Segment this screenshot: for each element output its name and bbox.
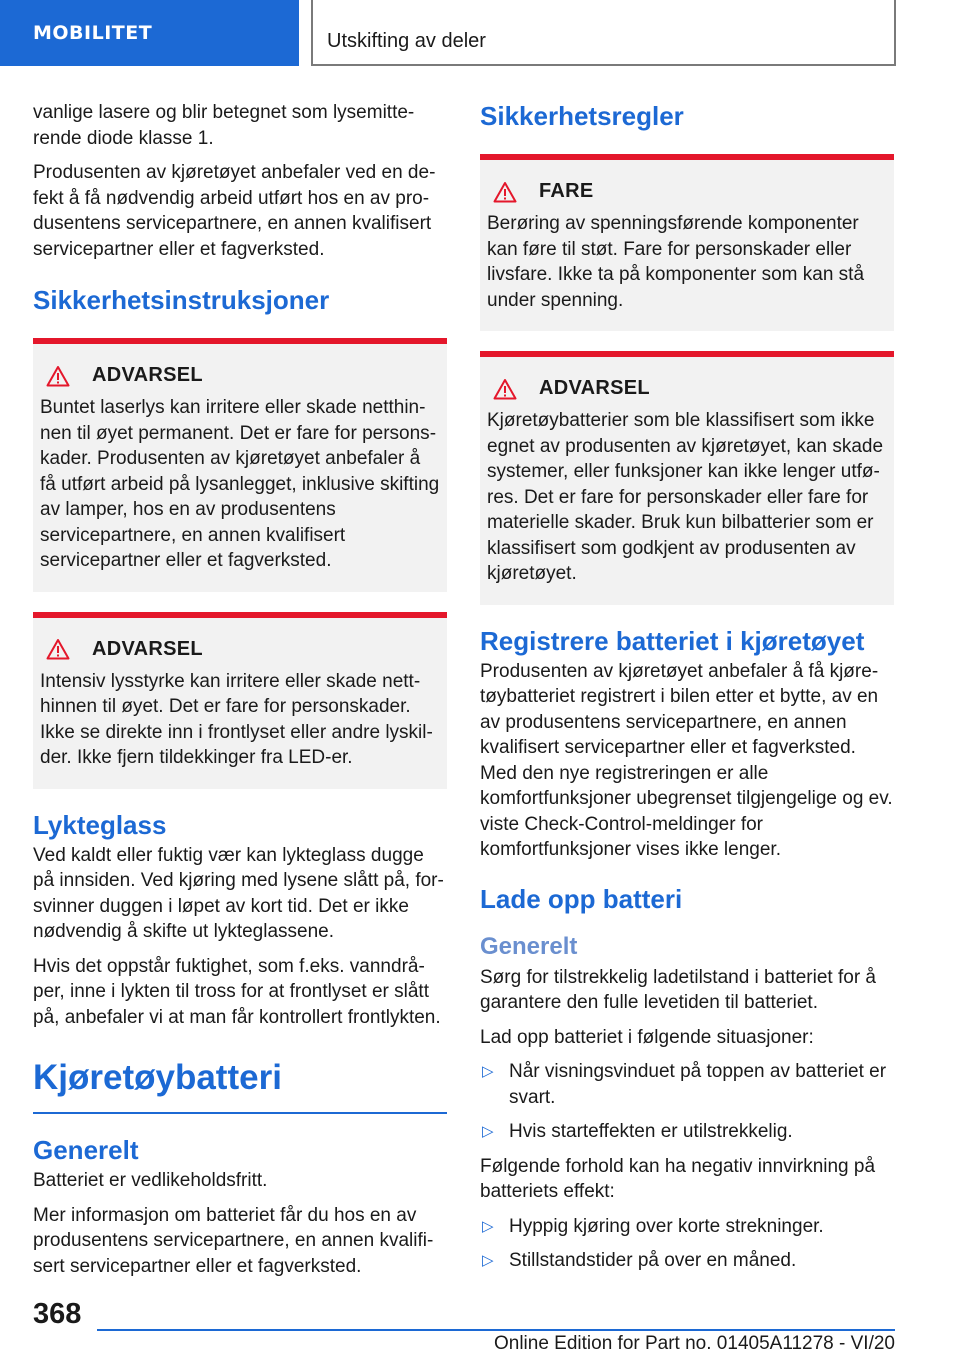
danger-box [480,154,894,331]
list-item: ▷ Når visningsvinduet på toppen av batteriet er svart. [482,1061,887,1108]
warning-box [33,612,447,789]
list-item: ▷ Stillstandstider på over en måned. [480,1248,894,1274]
paragraph: Mer informasjon om batteriet får du hos en av produsentens servicepartnere, en annen kvalifisert servicepartner eller et fagverksted. [33,1204,434,1277]
section-tab: MOBILITET [0,0,299,66]
warning-text: Kjøretøybatterier som ble klassifisert som ikke egnet av produsenten av kjøretøyet, kan skade systemer, eller funksjoner kan ikke lenger utføres. Det er fare for personskader eller fare for materielle skader. Bruk kun bilbatterier som er klassifisert som godkjent av produsenten av kjøretøyet. [487,410,884,584]
page-number: 368 [33,1298,82,1330]
heading-register-battery: Registrere batteriet i kjøretøyet [480,625,865,656]
warning-triangle-icon [493,378,517,400]
page-header [0,0,960,66]
paragraph: Hvis det oppstår fuktighet, som f.eks. vanndråper, inne i lykten til tross for at frontlyset er slått på, anbefaler vi at man får kontrollert frontlykten. [33,955,441,1028]
heading-general: Generelt [33,1135,139,1165]
warning-title: FARE [539,180,594,202]
warning-box [33,338,447,592]
paragraph: Sørg for tilstrekkelig ladetilstand i batteriet for å garantere den fulle levetiden til batteriet. [480,966,877,1013]
warning-triangle-icon [46,638,70,660]
right-column [480,100,894,1283]
paragraph: vanlige lasere og blir betegnet som lysemitterende diode klasse 1. [33,102,415,149]
bullet-list [480,1059,894,1145]
list-item: ▷ Hyppig kjøring over korte strekninger. [480,1214,894,1240]
paragraph: Følgende forhold kan ha negativ innvirkning på batteriets effekt: [480,1155,876,1202]
paragraph: Produsenten av kjøretøyet anbefaler å få kjøretøybatteriet registrert i bilen etter et bytte, av en av produsentens servicepartnere, en annen kvalifisert servicepartner eller et fagverksted. Med den nye registreringen er alle komfortfunksjoner ubegrenset tilgjengelige og ev. viste Check-Control-meldinger for komfortfunksjoner vises ikke lenger. [480,660,893,860]
bullet-triangle-icon: ▷ [482,1217,494,1235]
warning-text: Buntet laserlys kan irritere eller skade netthinnen til øyet permanent. Det er fare for personskader. Produsenten av kjøretøyet anbefaler å få utført arbeid på lysanlegget, inklusive skifting av lamper, hos en av produsentens servicepartnere, en annen kvalifisert servicepartner eller et fagverksted. [40,397,440,571]
warning-text: Berøring av spenningsførende komponenter kan føre til støt. Fare for personskader eller livsfare. Ikke ta på komponenter som kan stå under spenning. [487,213,865,311]
warning-title: ADVARSEL [92,364,203,386]
paragraph: Batteriet er vedlikeholdsfritt. [33,1170,268,1191]
warning-header [487,377,887,400]
edition-text: Online Edition for Part no. 01405A11278 - VI/20 [493,1333,895,1354]
footer-divider [97,1329,895,1331]
heading-general: Generelt [480,932,578,960]
warning-header [40,638,440,661]
paragraph: Lad opp batteriet i følgende situasjoner: [480,1026,814,1048]
heading-safety-rules: Sikkerhetsregler [480,101,684,131]
bullet-triangle-icon: ▷ [482,1063,494,1080]
warning-header [487,180,887,203]
heading-charge-battery: Lade opp batteri [480,883,683,914]
bullet-triangle-icon: ▷ [482,1123,494,1140]
list-item: ▷ Hvis starteffekten er utilstrekkelig. [480,1119,894,1145]
paragraph: Ved kaldt eller fuktig vær kan lykteglass dugge på innsiden. Ved kjøring med lysene slått på, forsvinner duggen i løpet av kort tid. Det er ikke nødvendig å skifte ut lykteglassene. [33,844,444,942]
bullet-list [480,1214,894,1274]
heading-headlight-glass: Lykteglass [33,809,167,840]
heading-vehicle-battery: Kjøretøybatteri [33,1056,447,1114]
warning-box [480,351,894,605]
warning-triangle-icon [493,181,517,203]
warning-title: ADVARSEL [92,637,203,660]
paragraph: Produsenten av kjøretøyet anbefaler ved en defekt å få nødvendig arbeid utført hos en av produsentens servicepartnere, en annen kvalifisert servicepartner eller et fagverksted. [33,162,436,260]
warning-title: ADVARSEL [539,377,650,399]
bullet-triangle-icon: ▷ [482,1252,494,1269]
chapter-title: Utskifting av deler [311,0,896,66]
warning-header [40,364,440,387]
warning-triangle-icon [46,365,70,387]
warning-text: Intensiv lysstyrke kan irritere eller skade netthinnen til øyet. Det er fare for personskader. Ikke se direkte inn i frontlyset eller andre lyskilder. Ikke fjern tildekkinger fra LED-er. [40,670,433,768]
heading-safety-instructions: Sikkerhetsinstruksjoner [33,285,330,315]
left-column [33,100,447,1288]
